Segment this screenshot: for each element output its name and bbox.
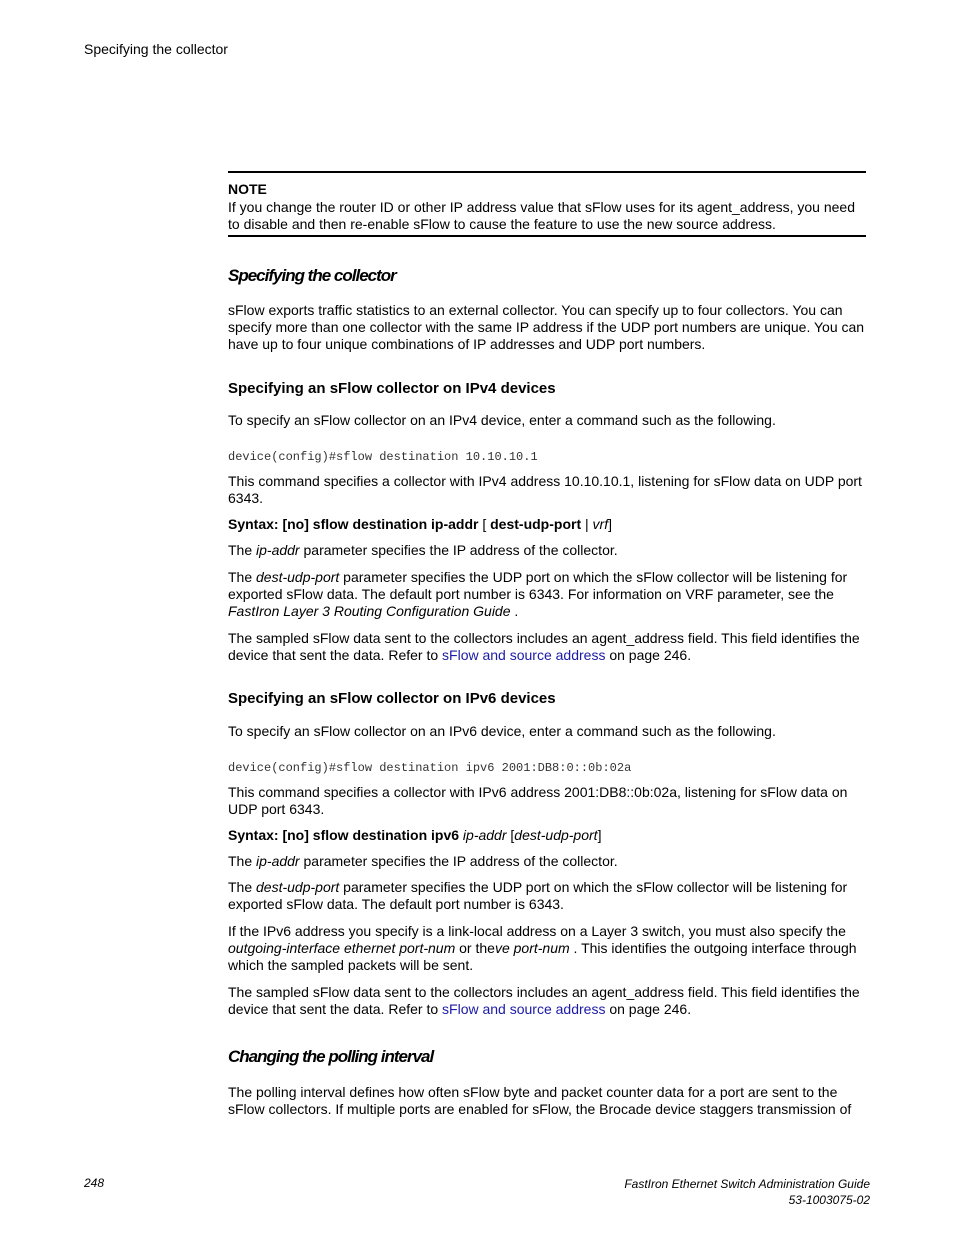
ipv6-param-port — [228, 879, 866, 913]
ipv6-description: This command specifies a collector with IPv6 address 2001:DB8::0b:02a, listening for sFlow data on UDP port 6343. — [228, 784, 848, 817]
ipv6-intro: To specify an sFlow collector on an IPv6 device, enter a command such as the following. — [228, 723, 776, 739]
collector-intro: sFlow exports traffic statistics to an external collector. You can specify up to four collectors. You can specify more than one collector with the same IP address if the UDP port numbers are unique. You can have up to four unique combinations of IP addresses and UDP port numbers. — [228, 302, 865, 352]
ipv4-syntax — [228, 516, 866, 533]
sflow-source-address-link[interactable]: sFlow and source address — [442, 647, 606, 663]
param-name: dest-udp-port — [256, 879, 340, 895]
text: The — [228, 853, 257, 869]
ipv4-syntax-open: [ — [478, 516, 491, 532]
param-name: dest-udp-port — [256, 569, 340, 585]
note-label: NOTE — [228, 181, 267, 197]
text: The sampled sFlow data sent to the collectors includes an agent_address field. This field identifies the device that sent the data. Refer to — [228, 630, 860, 663]
doc-number: 53-1003075-02 — [788, 1193, 870, 1207]
ipv4-syntax-prefix: Syntax: [no] sflow destination ip-addr — [228, 516, 479, 532]
ipv4-param-ipaddr — [228, 542, 866, 559]
ipv4-intro: To specify an sFlow collector on an IPv4 device, enter a command such as the following. — [228, 412, 776, 428]
text: on page 246. — [605, 647, 692, 663]
guide-reference: FastIron Layer 3 Routing Configuration Guide — [228, 603, 511, 619]
ipv6-agent-address — [228, 984, 866, 1018]
ipv6-syntax-close: ] — [597, 827, 602, 843]
ipv6-heading: Specifying an sFlow collector on IPv6 devices — [228, 690, 556, 707]
ipv6-syntax-param2: dest-udp-port — [514, 827, 598, 843]
text: parameter specifies the UDP port on which the sFlow collector will be listening for exported sFlow data. The default port number is 6343. For information on VRF parameter, see the — [228, 569, 848, 602]
param-name: ve port-num — [494, 940, 570, 956]
param-name: outgoing-interface ethernet port-num — [228, 940, 456, 956]
ipv6-syntax-prefix: Syntax: [no] sflow destination ipv6 — [228, 827, 460, 843]
ipv6-syntax-param1: ip-addr — [459, 827, 507, 843]
ipv4-param-port — [228, 569, 866, 620]
text: on page 246. — [605, 1001, 692, 1017]
footer-doc-info — [624, 1176, 870, 1208]
ipv4-syntax-close: ] — [608, 516, 612, 532]
page-content — [228, 171, 866, 1118]
note-text: If you change the router ID or other IP address value that sFlow uses for its agent_address, you need to disable and then re-enable sFlow to cause the feature to use the new source address. — [228, 199, 855, 232]
text: . This identifies the outgoing interface through which the sampled packets will be sent. — [228, 940, 857, 973]
ipv6-syntax — [228, 827, 866, 844]
text: The — [228, 569, 257, 585]
ipv4-agent-address — [228, 630, 866, 664]
ipv4-syntax-param: dest-udp-port — [490, 516, 582, 532]
running-header: Specifying the collector — [84, 41, 228, 57]
text: parameter specifies the UDP port on which the sFlow collector will be listening for exported sFlow data. The default port number is 6343. — [228, 879, 848, 912]
section-title-collector: Specifying the collector — [228, 266, 396, 285]
ipv4-heading: Specifying an sFlow collector on IPv4 devices — [228, 380, 556, 397]
ipv6-code-example: device(config)#sflow destination ipv6 2001:DB8:0::0b:02a — [228, 761, 632, 775]
section-title-polling: Changing the polling interval — [228, 1047, 434, 1066]
guide-title: FastIron Ethernet Switch Administration Guide — [624, 1177, 870, 1191]
sflow-source-address-link[interactable]: sFlow and source address — [442, 1001, 606, 1017]
text: The — [228, 879, 257, 895]
text: parameter specifies the IP address of the collector. — [299, 542, 618, 558]
text: or the — [455, 940, 495, 956]
ipv4-syntax-pipe: | — [581, 516, 593, 532]
note-box — [228, 171, 866, 237]
ipv6-link-local — [228, 923, 866, 974]
ipv4-code-example: device(config)#sflow destination 10.10.10.1 — [228, 450, 538, 464]
ipv6-syntax-open: [ — [506, 827, 515, 843]
page-number: 248 — [84, 1176, 105, 1190]
param-name: ip-addr — [256, 542, 300, 558]
polling-intro: The polling interval defines how often sFlow byte and packet counter data for a port are sent to the sFlow collectors. If multiple ports are enabled for sFlow, the Brocade device staggers transmission of — [228, 1084, 852, 1117]
text: The — [228, 542, 257, 558]
text: . — [510, 603, 519, 619]
ipv4-description: This command specifies a collector with IPv4 address 10.10.10.1, listening for sFlow data on UDP port 6343. — [228, 473, 862, 506]
text: The sampled sFlow data sent to the collectors includes an agent_address field. This field identifies the device that sent the data. Refer to — [228, 984, 860, 1017]
text: If the IPv6 address you specify is a link-local address on a Layer 3 switch, you must also specify the — [228, 923, 846, 939]
text: parameter specifies the IP address of the collector. — [299, 853, 618, 869]
ipv4-syntax-vrf: vrf — [592, 516, 609, 532]
ipv6-param-ipaddr — [228, 853, 866, 870]
param-name: ip-addr — [256, 853, 300, 869]
